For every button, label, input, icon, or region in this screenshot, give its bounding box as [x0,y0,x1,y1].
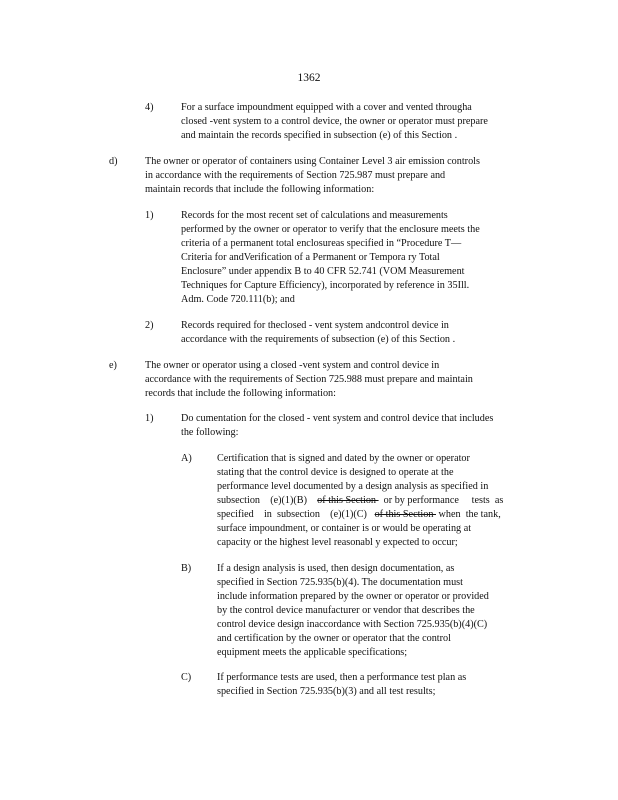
text-line: Records for the most recent set of calculations and measurements [181,210,448,221]
text-line: maintain records that include the following information: [145,184,375,195]
text-line: Criteria for andVerification of a Permanent or Tempora ry Total [181,252,440,263]
list-label: A) [181,453,192,464]
text-line: specified in Section 725.935(b)(4). The documentation must [217,577,463,588]
list-label: 1) [145,210,154,221]
text-segment: subsection (e)(1)(B) [217,495,318,506]
text-line: capacity or the highest level reasonabl y expected to occur; [217,537,458,548]
page-number: 1362 [297,72,321,84]
list-label: B) [181,563,192,574]
list-label: C) [181,672,192,683]
text-line: records that include the following information: [145,388,336,399]
text-line: The owner or operator of containers using Container Level 3 air emission controls [145,156,480,167]
text-line: by the control device manufacturer or vendor that describes the [217,605,475,616]
text-line: performed by the owner or operator to verify that the enclosure meets the [181,224,480,235]
text-line: and maintain the records specified in subsection (e) of this Section . [181,130,458,141]
text-line: equipment meets the applicable specifications; [217,647,408,658]
paragraph-text [181,319,455,347]
text-line: accordance with the requirements of subsection (e) of this Section . [181,334,456,345]
text-line: accordance with the requirements of Section 725.988 must prepare and maintain [145,374,473,385]
text-line: control device design inaccordance with Section 725.935(b)(4)(C) [217,619,488,630]
list-label: d) [109,156,118,167]
text-line: stating that the control device is designed to operate at the [217,467,454,478]
text-line: the following: [181,427,239,438]
text-line: Do cumentation for the closed - vent system and control device that includes [181,413,494,424]
text-line [217,508,503,522]
text-line: surface impoundment, or container is or would be operating at [217,523,472,534]
text-line: specified in Section 725.935(b)(3) and all test results; [217,686,436,697]
list-label: 2) [145,320,154,331]
text-line: Certification that is signed and dated by the owner or operator [217,453,470,464]
text-line: Techniques for Capture Efficiency), incorporated by reference in 35Ill. [181,280,470,291]
text-line: in accordance with the requirements of Section 725.987 must prepare and [145,170,446,181]
text-line: For a surface impoundment equipped with a cover and vented througha [181,102,472,113]
text-line: include information prepared by the owner or operator or provided [217,591,489,602]
paragraph-text [145,155,480,197]
paragraph-text [181,101,488,143]
text-line: Enclosure” under appendix B to 40 CFR 52.741 (VOM Measurement [181,266,465,277]
paragraph-text [217,562,489,660]
text-line [217,494,503,508]
struck-text: of this Section [374,509,436,520]
text-line: If performance tests are used, then a performance test plan as [217,672,467,683]
list-label: e) [109,360,117,371]
paragraph-text [181,209,480,307]
paragraph-text [145,359,473,401]
list-label: 1) [145,413,154,424]
paragraph-text [217,671,466,699]
text-segment: when the tank, [435,509,501,520]
text-line: The owner or operator using a closed -vent system and control device in [145,360,440,371]
paragraph-text [181,412,493,440]
text-segment: or by performance tests as [378,495,504,506]
text-line: Records required for theclosed - vent system andcontrol device in [181,320,449,331]
text-line: performance level documented by a design analysis as specified in [217,481,489,492]
text-line: criteria of a permanent total enclosureas specified in “Procedure T— [181,238,462,249]
list-label: 4) [145,102,154,113]
struck-text: of this Section [317,495,379,506]
paragraph-text [217,452,503,550]
text-line: closed -vent system to a control device, the owner or operator must prepare [181,116,488,127]
text-segment: specified in subsection (e)(1)(C) [217,509,375,520]
text-line: and certification by the owner or operator that the control [217,633,451,644]
text-line: Adm. Code 720.111(b); and [181,294,295,305]
text-line: If a design analysis is used, then design documentation, as [217,563,455,574]
